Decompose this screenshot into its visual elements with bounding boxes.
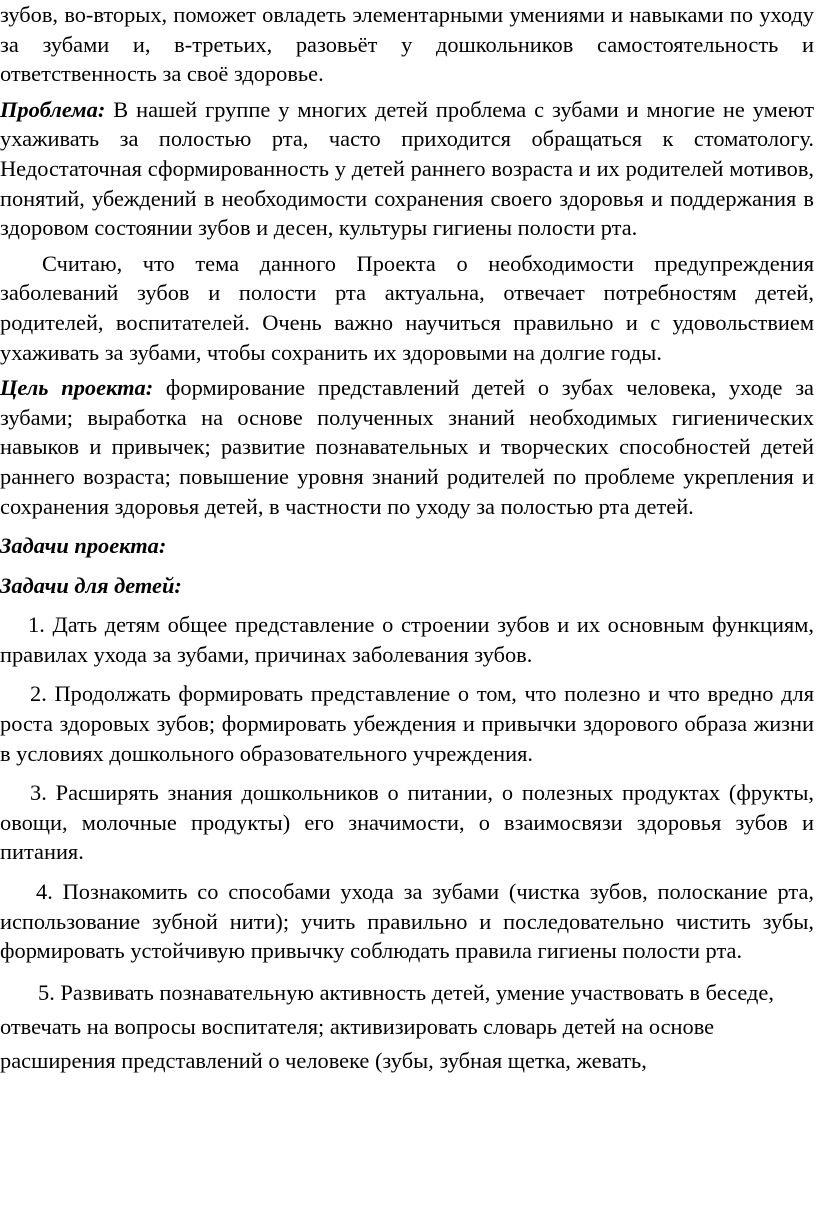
task-item-3: 3. Расширять знания дошкольников о питании, о полезных продуктах (фрукты, овощи, молочные продукты) его значимости, о взаимосвязи здоровья зубов и питания. xyxy=(0,780,814,865)
task-item-5: 5. Развивать познавательную активность детей, умение участвовать в беседе, отвечать на вопросы воспитателя; активизировать словарь детей на основе расширения представлений о человеке (зубы, зубная щетка, жевать, xyxy=(0,979,774,1073)
tasks-heading: Задачи проекта: xyxy=(0,533,167,559)
relevance-paragraph: Считаю, что тема данного Проекта о необходимости предупреждения заболеваний зубов и полости рта актуальна, отвечает потребностям детей, родителей, воспитателей. Очень важно научиться правильно и с удовольствием ухаживать за зубами, чтобы сохранить их здоровыми на долгие годы. xyxy=(0,250,814,365)
task-item-1: 1. Дать детям общее представление о строении зубов и их основным функциям, правилах ухода за зубами, причинах заболевания зубов. xyxy=(0,612,814,667)
problem-text: В нашей группе у многих детей проблема с зубами и многие не умеют ухаживать за полостью рта, часто приходится обращаться к стоматологу. Недостаточная сформированность у детей раннего возраста и их родителей мотивов, понятий, убеждений в необходимости сохранения своего здоровья и поддержания в здоровом состоянии зубов и десен, культуры гигиены полости рта. xyxy=(0,96,814,241)
intro-continuation-paragraph: зубов, во-вторых, поможет овладеть элементарными умениями и навыками по уходу за зубами и, в-третьих, разовьёт у дошкольников самостоятельность и ответственность за своё здоровье. xyxy=(0,2,814,87)
tasks-children-heading: Задачи для детей: xyxy=(0,572,182,598)
goal-label: Цель проекта: xyxy=(0,375,154,401)
goal-text: формирование представлений детей о зубах человека, уходе за зубами; выработка на основе полученных знаний необходимых гигиенических навыков и привычек; развитие познавательных и творческих способностей детей раннего возраста; повышение уровня знаний родителей по проблеме укрепления и сохранения здоровья детей, в частности по уходу за полостью рта детей. xyxy=(0,375,814,519)
task-item-4: 4. Познакомить со способами ухода за зубами (чистка зубов, полоскание рта, использование зубной нити); учить правильно и последовательно чистить зубы, формировать устойчивую привычку соблюдать правила гигиены полости рта. xyxy=(0,879,814,964)
goal-paragraph xyxy=(0,373,814,521)
problem-label: Проблема: xyxy=(0,96,106,122)
task-item-2: 2. Продолжать формировать представление о том, что полезно и что вредно для роста здоровых зубов; формировать убеждения и привычки здорового образа жизни в условиях дошкольного образовательного учреждения. xyxy=(0,681,814,766)
problem-paragraph xyxy=(0,95,814,243)
